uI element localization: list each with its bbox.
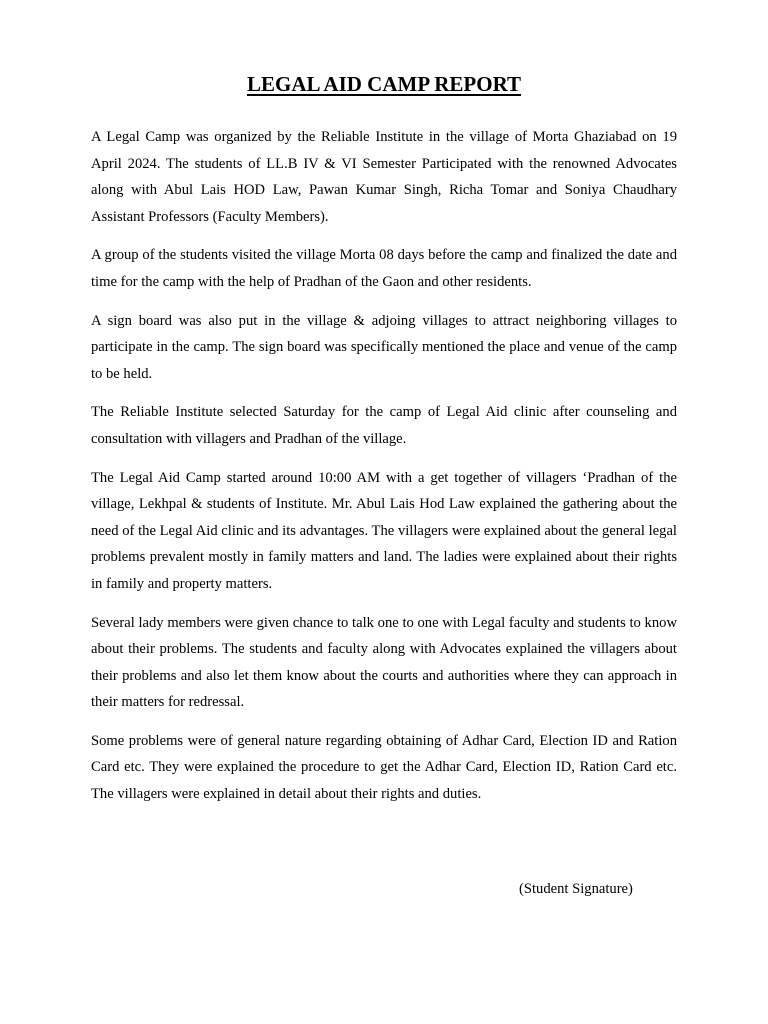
paragraph-camp-start: The Legal Aid Camp started around 10:00 AM with a get together of villagers ‘Pradhan of the village, Lekhpal & students of Institute. Mr. Abul Lais Hod Law explained the gathering about the need of the Legal Aid clinic and its advantages. The villagers were explained about the general legal problems prevalent mostly in family matters and land. The ladies were explained about their rights in family and property matters. <box>91 469 677 592</box>
paragraph-lady-members: Several lady members were given chance to talk one to one with Legal faculty and students to know about their problems. The students and faculty along with Advocates explained the villagers about their problems and also let them know about the courts and authorities where they can approach in their matters for redressal. <box>91 614 677 711</box>
paragraph-sign-board: A sign board was also put in the village & adjoing villages to attract neighboring villages to participate in the camp. The sign board was specifically mentioned the place and venue of the camp to be held. <box>91 312 677 382</box>
paragraph-pre-visit: A group of the students visited the village Morta 08 days before the camp and finalized the date and time for the camp with the help of Pradhan of the Gaon and other residents. <box>91 247 677 290</box>
report-title: LEGAL AID CAMP REPORT <box>246 72 522 96</box>
paragraph-camp-organization: A Legal Camp was organized by the Reliable Institute in the village of Morta Ghaziabad on 19 April 2024. The students of LL.B IV & VI Semester Participated with the renowned Advocates along with Abul Lais HOD Law, Pawan Kumar Singh, Richa Tomar and Soniya Chaudhary Assistant Professors (Faculty Members). <box>91 129 677 225</box>
paragraph-general-problems: Some problems were of general nature regarding obtaining of Adhar Card, Election ID and Ration Card etc. They were explained the procedure to get the Adhar Card, Election ID, Ration Card etc. The villagers were explained in detail about their rights and duties. <box>91 732 677 803</box>
report-body <box>91 124 677 820</box>
paragraph-day-selection: The Reliable Institute selected Saturday for the camp of Legal Aid clinic after counseling and consultation with villagers and Pradhan of the village. <box>91 404 677 447</box>
student-signature-label: (Student Signature) <box>519 881 633 897</box>
